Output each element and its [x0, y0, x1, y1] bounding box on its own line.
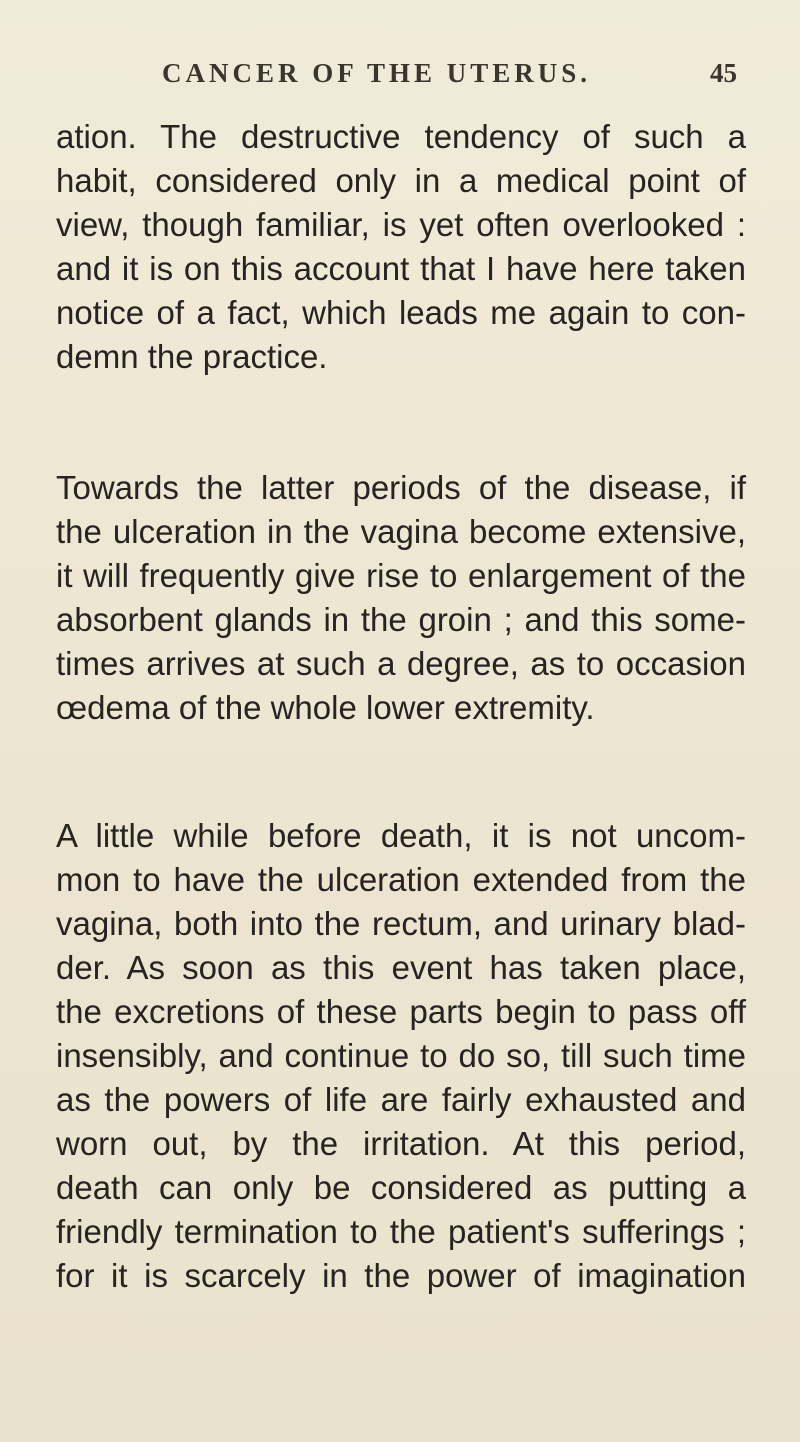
text-line: der. As soon as this event has taken place,: [56, 949, 746, 986]
paragraph-2: [56, 466, 746, 730]
running-head: [162, 58, 742, 92]
running-title: CANCER OF THE UTERUS.: [162, 58, 592, 88]
paragraph-3: [56, 814, 746, 1298]
text-line: demn the practice.: [56, 338, 328, 375]
text-line: friendly termination to the patient's sufferings ;: [56, 1213, 746, 1250]
text-line: notice of a fact, which leads me again to con-: [56, 294, 746, 331]
text-line: as the powers of life are fairly exhausted and: [56, 1081, 746, 1118]
text-line: absorbent glands in the groin ; and this some-: [56, 601, 746, 638]
text-line: vagina, both into the rectum, and urinary blad-: [56, 905, 746, 942]
text-line: the ulceration in the vagina become extensive,: [56, 513, 746, 550]
text-line: view, though familiar, is yet often overlooked :: [56, 206, 746, 243]
text-line: death can only be considered as putting a: [56, 1169, 746, 1206]
text-line: habit, considered only in a medical point of: [56, 162, 746, 199]
text-line: insensibly, and continue to do so, till such time: [56, 1037, 746, 1074]
text-line: and it is on this account that I have here taken: [56, 250, 746, 287]
text-line: for it is scarcely in the power of imagination: [56, 1257, 746, 1294]
text-line: œdema of the whole lower extremity.: [56, 689, 595, 726]
text-line: ation. The destructive tendency of such a: [56, 118, 746, 155]
text-line: the excretions of these parts begin to pass off: [56, 993, 746, 1030]
text-line: worn out, by the irritation. At this period,: [56, 1125, 746, 1162]
text-line: A little while before death, it is not uncom-: [56, 817, 746, 854]
paragraph-1: [56, 115, 746, 379]
text-line: it will frequently give rise to enlargement of the: [56, 557, 746, 594]
page-number: 45: [710, 58, 737, 88]
text-line: Towards the latter periods of the disease, if: [56, 469, 746, 506]
text-line: times arrives at such a degree, as to occasion: [56, 645, 746, 682]
text-line: mon to have the ulceration extended from the: [56, 861, 746, 898]
